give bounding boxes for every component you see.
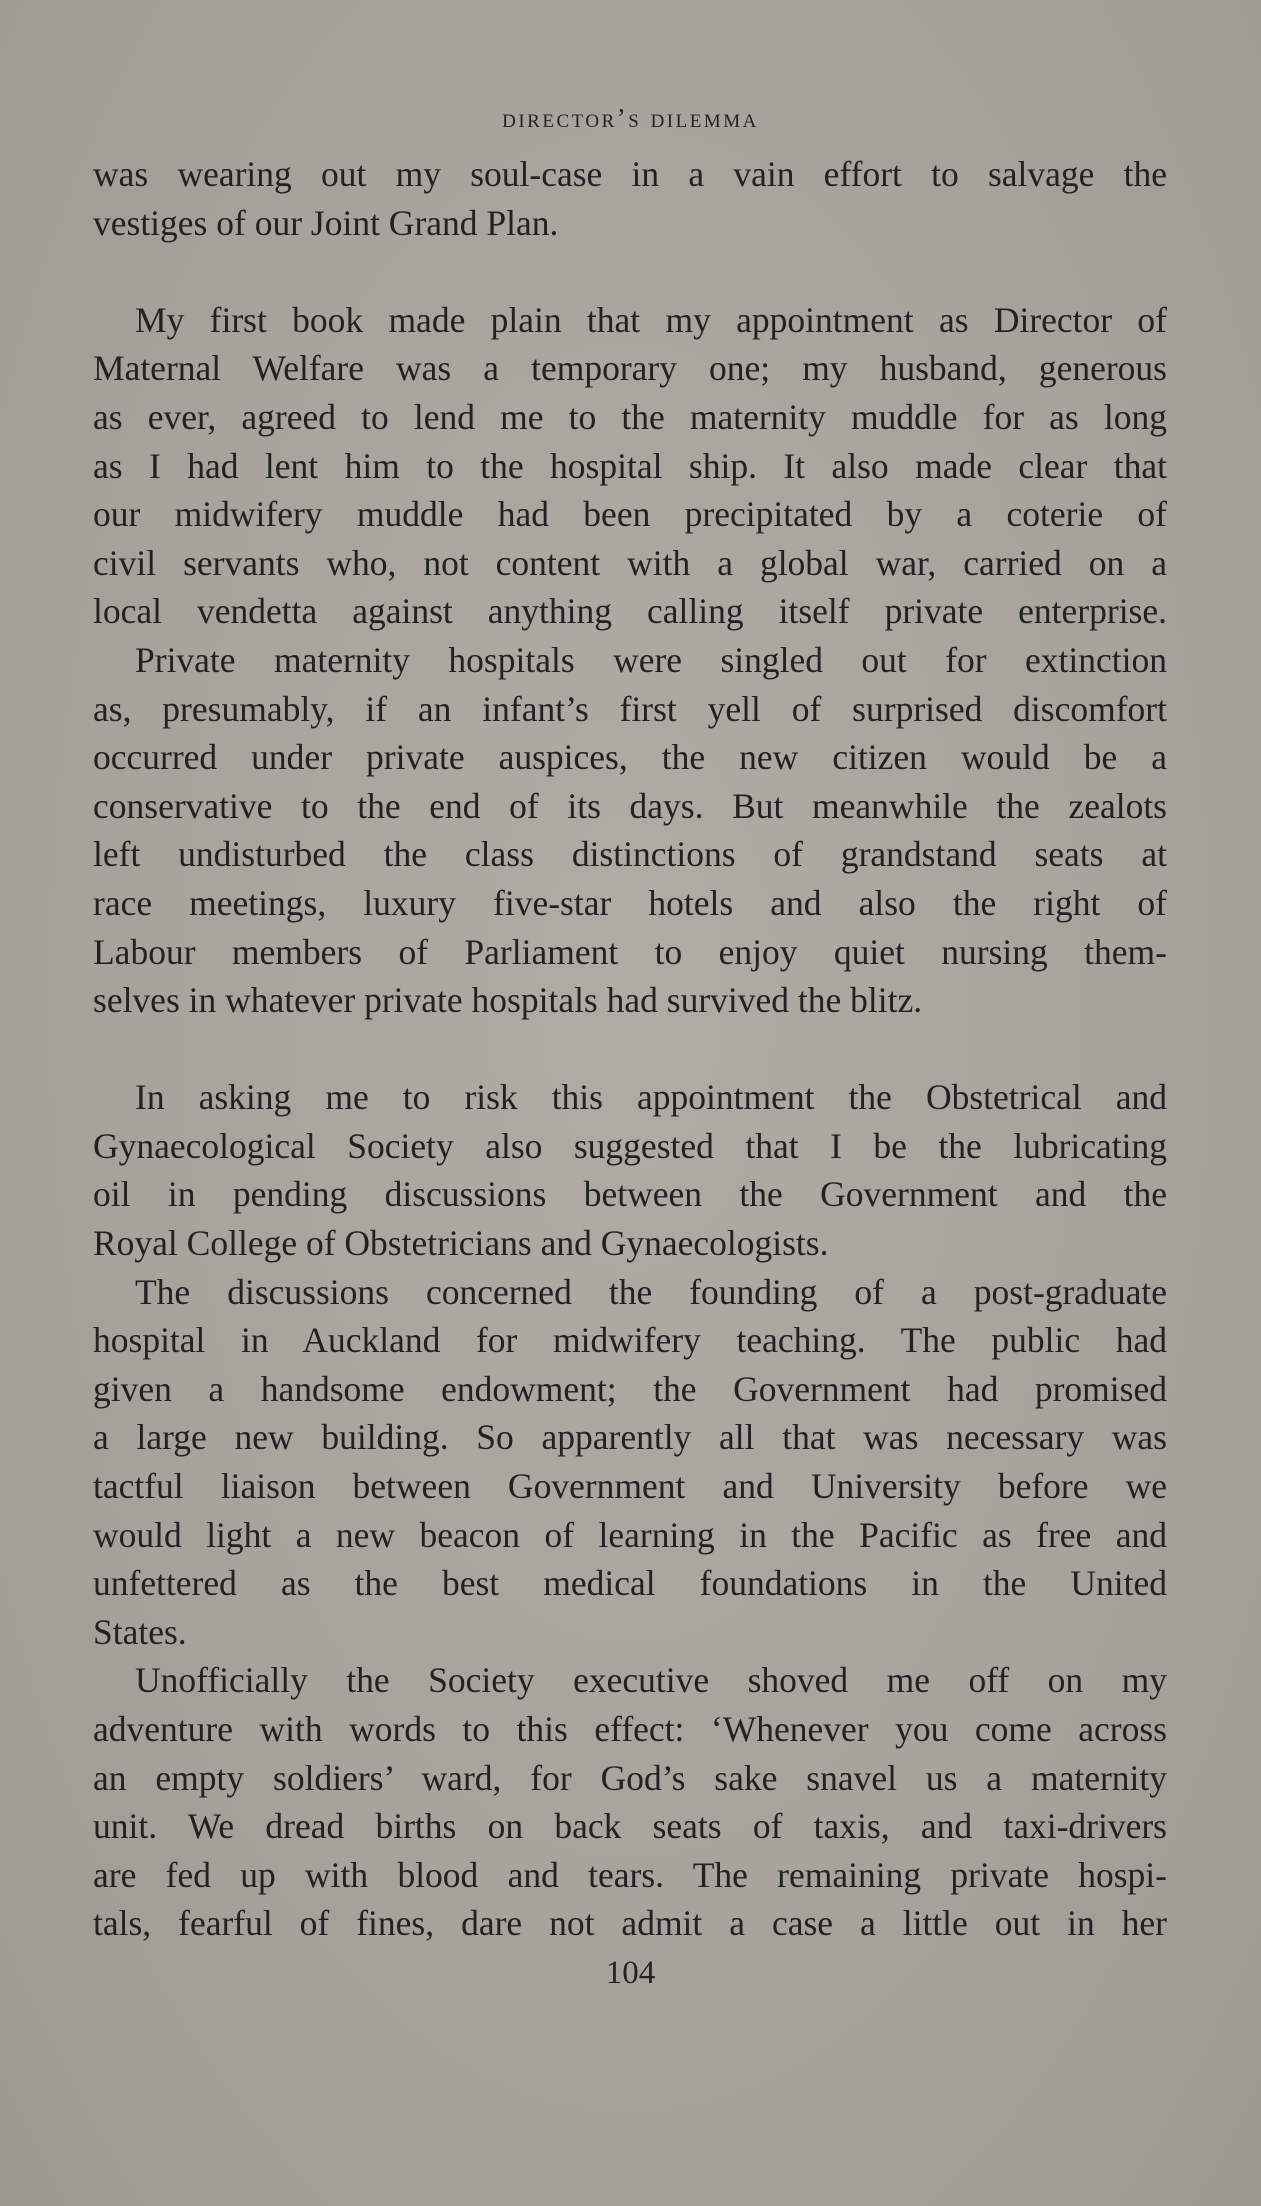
- text-line: oil in pending discussions between the Government and the: [93, 1174, 1167, 1215]
- text-line: Private maternity hospitals were singled out for extinction: [135, 639, 1167, 680]
- paragraph: [93, 150, 1167, 247]
- body-text: [93, 150, 1167, 1948]
- text-line: Unofficially the Society executive shoved me off on my: [135, 1660, 1167, 1701]
- paragraph-gap: [93, 247, 1167, 296]
- text-line: our midwifery muddle had been precipitated by a coterie of: [93, 494, 1167, 535]
- text-line: are fed up with blood and tears. The remaining private hospi-: [93, 1854, 1167, 1895]
- text-line: a large new building. So apparently all that was necessary was: [93, 1417, 1167, 1458]
- text-line: unfettered as the best medical foundations in the United: [93, 1563, 1167, 1604]
- text-line: race meetings, luxury five-star hotels and also the right of: [93, 882, 1167, 923]
- text-line: My first book made plain that my appointment as Director of: [135, 299, 1167, 340]
- text-line: an empty soldiers’ ward, for God’s sake snavel us a maternity: [93, 1757, 1167, 1798]
- text-line: given a handsome endowment; the Government had promised: [93, 1368, 1167, 1409]
- text-line: unit. We dread births on back seats of taxis, and taxi-drivers: [93, 1806, 1167, 1847]
- text-line: as I had lent him to the hospital ship. It also made clear that: [93, 445, 1167, 486]
- text-line: selves in whatever private hospitals had survived the blitz.: [93, 980, 923, 1021]
- running-head: director’s dilemma: [502, 103, 759, 133]
- paragraph: [93, 296, 1167, 636]
- text-line: vestiges of our Joint Grand Plan.: [93, 202, 559, 243]
- text-line: In asking me to risk this appointment the Obstetrical and: [135, 1077, 1167, 1118]
- text-line: tactful liaison between Government and University before we: [93, 1466, 1167, 1507]
- paragraph: [93, 1268, 1167, 1657]
- text-line: as ever, agreed to lend me to the maternity muddle for as long: [93, 396, 1167, 437]
- text-line: Royal College of Obstetricians and Gynaecologists.: [93, 1223, 829, 1264]
- paragraph: [93, 1656, 1167, 1948]
- paragraph: [93, 636, 1167, 1025]
- text-line: Gynaecological Society also suggested that I be the lubricating: [93, 1125, 1167, 1166]
- text-line: The discussions concerned the founding of a post-graduate: [135, 1271, 1167, 1312]
- text-line: conservative to the end of its days. But meanwhile the zealots: [93, 785, 1167, 826]
- text-line: left undisturbed the class distinctions of grandstand seats at: [93, 834, 1167, 875]
- page-number: 104: [605, 1955, 656, 1991]
- text-line: civil servants who, not content with a global war, carried on a: [93, 542, 1167, 583]
- text-line: Maternal Welfare was a temporary one; my husband, generous: [93, 348, 1167, 389]
- text-line: as, presumably, if an infant’s first yell of surprised discomfort: [93, 688, 1167, 729]
- text-line: tals, fearful of fines, dare not admit a case a little out in her: [93, 1903, 1167, 1944]
- text-line: local vendetta against anything calling itself private enterprise.: [93, 591, 1167, 632]
- text-line: adventure with words to this effect: ‘Whenever you come across: [93, 1709, 1167, 1749]
- text-line: was wearing out my soul-case in a vain effort to salvage the: [93, 154, 1167, 194]
- text-line: occurred under private auspices, the new citizen would be a: [93, 737, 1167, 778]
- text-line: hospital in Auckland for midwifery teaching. The public had: [93, 1320, 1167, 1361]
- paragraph: [93, 1073, 1167, 1267]
- text-line: States.: [93, 1611, 187, 1652]
- text-line: Labour members of Parliament to enjoy quiet nursing them-: [93, 931, 1167, 972]
- text-line: would light a new beacon of learning in the Pacific as free and: [93, 1514, 1167, 1555]
- paragraph-gap: [93, 1025, 1167, 1074]
